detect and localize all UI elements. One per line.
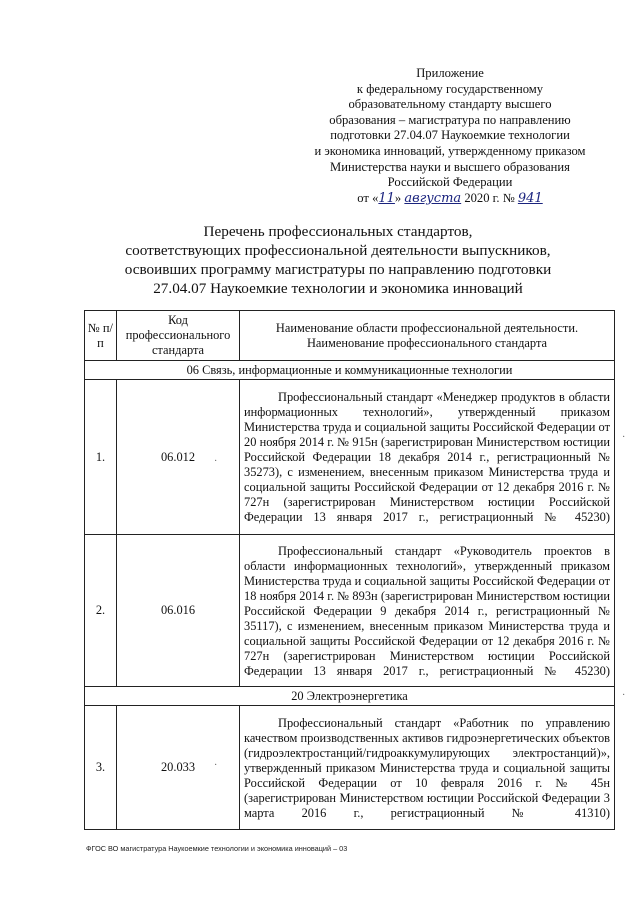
section-row xyxy=(85,687,615,706)
appendix-line: образования – магистратура по направлению xyxy=(329,112,571,127)
table-row xyxy=(85,535,615,687)
title-line: 27.04.07 Наукоемкие технологии и экономика инноваций xyxy=(153,280,523,297)
page-footer: ФГОС ВО магистратура Наукоемкие технологии и экономика инноваций – 03 xyxy=(86,844,348,853)
section-title: 06 Связь, информационные и коммуникационные технологии xyxy=(85,361,615,380)
appendix-line: Министерства науки и высшего образования xyxy=(330,159,570,174)
date-month-handwritten: августа xyxy=(404,190,462,206)
order-date-line xyxy=(300,191,600,207)
section-title: 20 Электроэнергетика xyxy=(85,687,615,706)
title-line: соответствующих профессиональной деятельности выпускников, xyxy=(125,242,551,259)
appendix-line: образовательному стандарту высшего xyxy=(348,97,552,112)
row-code: 06.012 xyxy=(117,380,240,535)
appendix-line: Российской Федерации xyxy=(387,175,513,190)
scan-speck: · xyxy=(622,690,626,701)
row-code: 20.033 xyxy=(117,706,240,830)
scan-speck: · xyxy=(214,456,218,467)
title-line: Перечень профессиональных стандартов, xyxy=(203,223,473,240)
row-num: 3. xyxy=(85,706,117,830)
document-title xyxy=(100,222,576,298)
date-year: 2020 г. № xyxy=(464,190,515,205)
table-header-row xyxy=(85,311,615,361)
header-name: Наименование области профессиональной деятельности. Наименование профессионального стандарта xyxy=(240,311,615,361)
header-num: № п/п xyxy=(85,311,117,361)
section-row xyxy=(85,361,615,380)
appendix-line: к федеральному государственному xyxy=(356,81,544,96)
standards-table xyxy=(84,310,615,830)
date-day-handwritten: 11 xyxy=(378,190,395,206)
appendix-block xyxy=(300,66,600,206)
row-standard-text: Профессиональный стандарт «Руководитель проектов в области информационных технологий», утвержденный приказом Министерства труда и социальной защиты Российской Федерации от 18 ноября 2014 г. № 893н (зарегистрирован Министерством юстиции Российской Федерации 9 декабря 2014 г., регистрационный № 35117), с изменением, внесенным приказом Министерства труда и социальной защиты Российской Федерации от 12 декабря 2016 г. № 727н (зарегистрирован Министерством юстиции Российской Федерации 13 января 2017 г., регистрационный № 45230) xyxy=(240,535,615,687)
appendix-line: Приложение xyxy=(416,66,484,80)
appendix-line: подготовки 27.04.07 Наукоемкие технологии xyxy=(330,128,570,143)
row-standard-text: Профессиональный стандарт «Работник по управлению качеством производственных активов гидроэнергетических объектов (гидроэлектростанций/гидроаккумулирующих электростанций)», утвержденный приказом Министерства труда и социальной защиты Российской Федерации от 10 февраля 2016 г. № 45н (зарегистрирован Министерством юстиции Российской Федерации 3 марта 2016 г., регистрационный № 41310) xyxy=(240,706,615,830)
header-code: Код профессионального стандарта xyxy=(117,311,240,361)
scan-speck: · xyxy=(214,760,218,771)
order-number-handwritten: 941 xyxy=(517,190,543,206)
date-mid: » xyxy=(394,190,402,205)
title-line: освоивших программу магистратуры по направлению подготовки xyxy=(124,261,552,278)
table-row xyxy=(85,706,615,830)
row-code: 06.016 xyxy=(117,535,240,687)
table-row xyxy=(85,380,615,535)
scan-speck: · xyxy=(622,432,626,443)
row-standard-text: Профессиональный стандарт «Менеджер продуктов в области информационных технологий», утвержденный приказом Министерства труда и социальной защиты Российской Федерации от 20 ноября 2014 г. № 915н (зарегистрирован Министерством юстиции Российской Федерации 18 декабря 2014 г., регистрационный № 35273), с изменением, внесенным приказом Министерства труда и социальной защиты Российской Федерации от 12 декабря 2016 г. № 727н (зарегистрирован Министерством юстиции Российской Федерации 13 января 2017 г., регистрационный № 45230) xyxy=(240,380,615,535)
appendix-line: и экономика инноваций, утвержденному приказом xyxy=(314,143,586,158)
row-num: 1. xyxy=(85,380,117,535)
date-prefix: от « xyxy=(357,190,379,205)
row-num: 2. xyxy=(85,535,117,687)
